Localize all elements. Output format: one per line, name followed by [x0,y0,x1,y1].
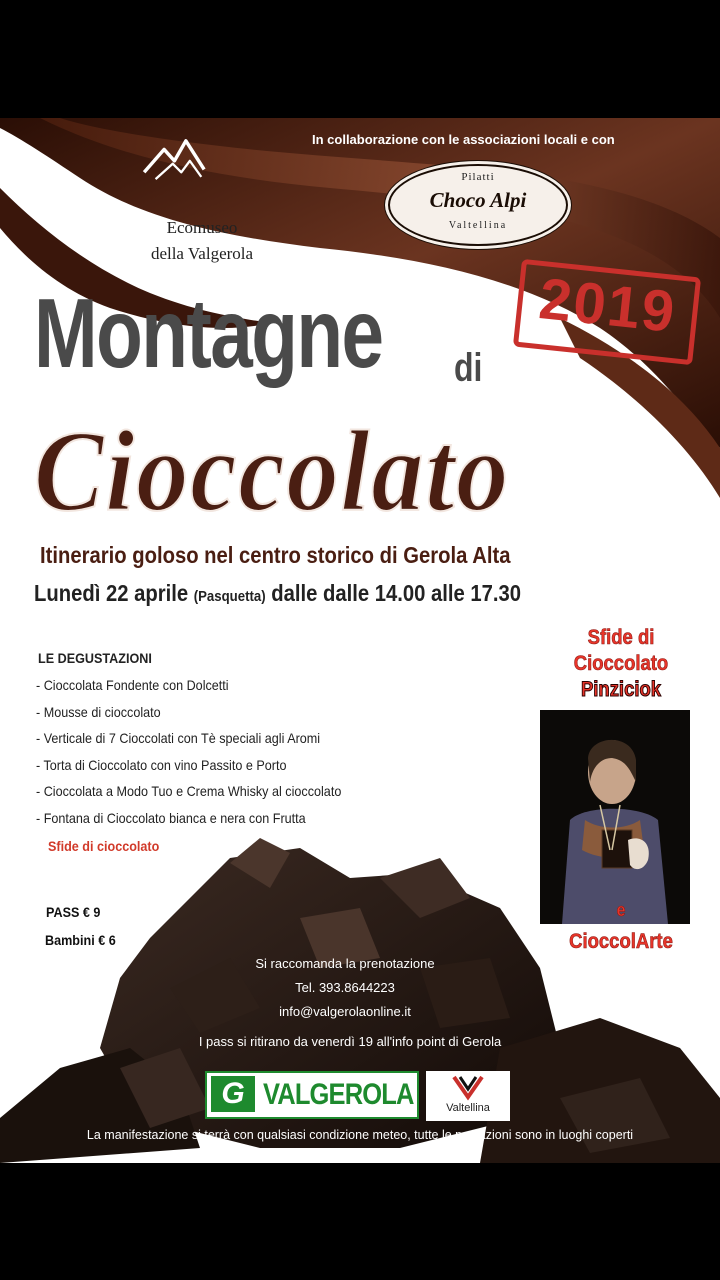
title-di: di [454,346,483,390]
year-stamp-text: 2019 [536,266,680,346]
year-stamp [513,259,701,365]
sfide-title-line-2: Cioccolato [573,652,669,675]
valtellina-logo-icon [452,1073,484,1101]
weather-disclaimer: La manifestazione si terrà con qualsiasi condizione meteo, tutte le postazioni sono in luoghi coperti [86,1128,634,1142]
event-subtitle: Itinerario goloso nel centro storico di Gerola Alta [40,542,511,568]
list-item: - Verticale di 7 Cioccolati con Tè speciali agli Aromi [36,730,321,746]
valtellina-logo [426,1071,510,1121]
pass-pickup-info: I pass si ritirano da venerdì 19 all'info point di Gerola [198,1034,502,1049]
event-date [34,580,521,607]
chocoalpi-logo-name: Choco Alpi [429,188,527,212]
chocoalpi-logo-top: Pilatti [461,171,495,183]
pass-price: PASS € 9 [46,904,101,920]
email-address: info@valgerolaonline.it [279,1004,411,1019]
booking-note: Si raccomanda la prenotazione [255,956,435,971]
chocoalpi-logo [388,164,568,246]
sfide-title-line-1: Sfide di [587,626,655,649]
lady-with-ermine-painting [540,710,690,924]
event-poster [0,118,720,1163]
valgerola-logo [205,1071,419,1119]
mountain-logo-icon [132,138,242,218]
list-item: - Mousse di cioccolato [36,703,161,720]
degustazioni-list [36,677,375,836]
event-date-note: (Pasquetta) [193,588,266,605]
list-item: - Cioccolata a Modo Tuo e Crema Whisky al cioccolato [36,783,342,799]
valtellina-logo-text: Valtellina [446,1102,490,1114]
sfide-title-line-3: Pinziciok [580,678,662,701]
degustazioni-heading: LE DEGUSTAZIONI [38,650,152,666]
valgerola-logo-text: VALGEROLA [263,1078,414,1111]
sfide-title-line-4: CioccolArte [569,930,673,953]
valgerola-logo-mark: G [211,1076,255,1112]
kids-price: Bambini € 6 [45,932,116,948]
collaboration-text: In collaborazione con le associazioni locali e con [312,132,615,147]
title-line-2: Cioccolato [34,408,511,536]
list-item: - Torta di Cioccolato con vino Passito e Porto [36,756,287,773]
list-item: - Fontana di Cioccolato bianca e nera con Frutta [36,809,306,826]
event-date-day: Lunedì 22 aprile [34,580,189,606]
chocoalpi-logo-bottom: Valtellina [448,220,508,231]
sfide-and: e [616,900,626,920]
ecomuseo-logo-name: Ecomuseo [166,218,238,237]
sfide-extra-item: Sfide di cioccolato [48,838,160,854]
ecomuseo-logo-subname: della Valgerola [150,244,254,263]
list-item: - Cioccolata Fondente con Dolcetti [36,677,229,693]
title-line-1: Montagne [34,278,383,388]
event-date-time: dalle dalle 14.00 alle 17.30 [271,580,522,606]
phone-number: Tel. 393.8644223 [295,980,395,995]
